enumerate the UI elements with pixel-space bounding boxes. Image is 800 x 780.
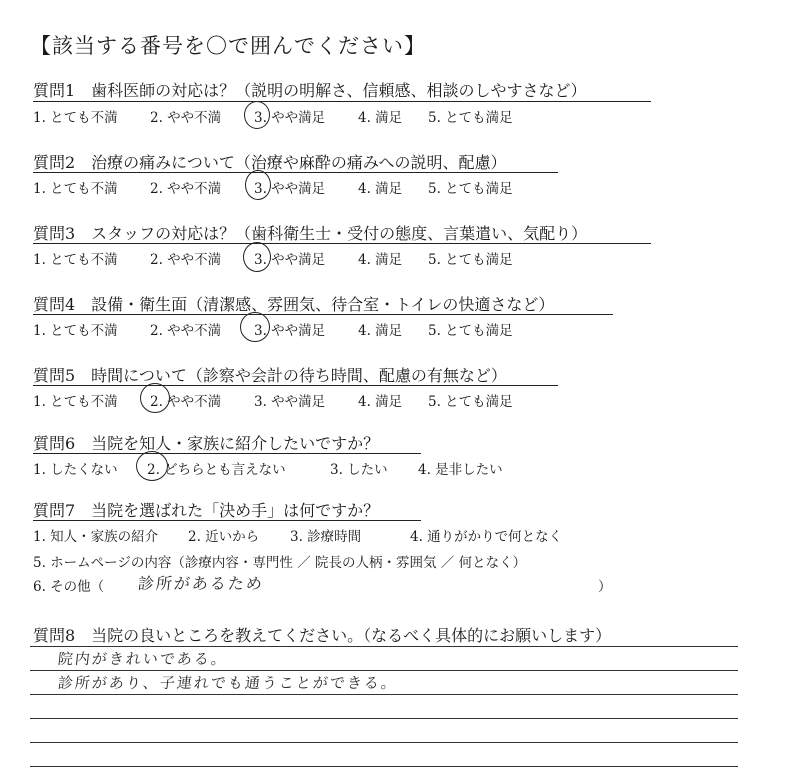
answer-line [30, 694, 738, 695]
q2-option-1[interactable]: 1. とても不満 [33, 181, 118, 197]
q4-option-4[interactable]: 4. 満足 [358, 323, 403, 339]
q6-selection-circle [136, 451, 168, 481]
q3-option-4[interactable]: 4. 満足 [358, 252, 403, 268]
q1-option-4[interactable]: 4. 満足 [358, 110, 403, 126]
answer-line [30, 742, 738, 743]
q3-option-5[interactable]: 5. とても満足 [428, 252, 513, 268]
q1-option-1[interactable]: 1. とても不満 [33, 110, 118, 126]
question-3-label: 質問3 スタッフの対応は？（歯科衛生士・受付の態度、言葉遣い、気配り） [33, 224, 588, 243]
q2-option-4[interactable]: 4. 満足 [358, 181, 403, 197]
q3-option-2[interactable]: 2. やや不満 [150, 252, 222, 268]
question-7-label: 質問7 当院を選ばれた「決め手」は何ですか？ [33, 501, 380, 520]
q6-option-2[interactable]: 2. どちらとも言えない [147, 462, 286, 478]
q4-selection-circle [240, 312, 270, 342]
q5-option-5[interactable]: 5. とても満足 [428, 394, 513, 410]
q7-option-1[interactable]: 1. 知人・家族の紹介 [33, 529, 159, 545]
q4-option-1[interactable]: 1. とても不満 [33, 323, 118, 339]
page-title: 【該当する番号を〇で囲んでください】 [30, 34, 426, 58]
question-1-underline [33, 101, 651, 102]
q5-option-3[interactable]: 3. やや満足 [254, 394, 326, 410]
q2-option-5[interactable]: 5. とても満足 [428, 181, 513, 197]
q6-option-4[interactable]: 4. 是非したい [418, 462, 503, 478]
q1-selection-circle [244, 101, 270, 129]
q1-option-3[interactable]: 3. やや満足 [254, 110, 326, 126]
question-4-label: 質問4 設備・衛生面（清潔感、雰囲気、待合室・トイレの快適さなど） [33, 295, 555, 314]
q5-option-4[interactable]: 4. 満足 [358, 394, 403, 410]
answer-line [30, 670, 738, 671]
question-8-label: 質問8 当院の良いところを教えてください。（なるべく具体的にお願いします） [33, 626, 612, 645]
q2-selection-circle [245, 170, 271, 200]
q5-option-2[interactable]: 2. やや不満 [150, 394, 222, 410]
question-1-label: 質問1 歯科医師の対応は？（説明の明解さ、信頼感、相談のしやすさなど） [33, 81, 587, 100]
question-2-underline [33, 172, 558, 173]
q5-option-1[interactable]: 1. とても不満 [33, 394, 118, 410]
q2-option-3[interactable]: 3. やや満足 [254, 181, 326, 197]
q7-option-3[interactable]: 3. 診療時間 [290, 529, 362, 545]
q4-option-3[interactable]: 3. やや満足 [254, 323, 326, 339]
q6-option-1[interactable]: 1. したくない [33, 462, 118, 478]
question-3-underline [33, 243, 651, 244]
q4-option-5[interactable]: 5. とても満足 [428, 323, 513, 339]
q2-option-2[interactable]: 2. やや不満 [150, 181, 222, 197]
q7-option-6-prefix[interactable]: 6. その他（ [33, 579, 105, 595]
answer-line [30, 718, 738, 719]
q7-option-4[interactable]: 4. 通りがかりで何となく [410, 529, 563, 545]
q4-option-2[interactable]: 2. やや不満 [150, 323, 222, 339]
q6-option-3[interactable]: 3. したい [330, 462, 388, 478]
question-5-label: 質問5 時間について（診察や会計の待ち時間、配慮の有無など） [33, 366, 507, 385]
q3-option-3[interactable]: 3. やや満足 [254, 252, 326, 268]
q1-option-5[interactable]: 5. とても満足 [428, 110, 513, 126]
q3-selection-circle [243, 242, 271, 272]
q7-other-handwritten: 診所があるため [136, 574, 265, 593]
question-2-label: 質問2 治療の痛みについて（治療や麻酔の痛みへの説明、配慮） [33, 153, 507, 172]
question-6-label: 質問6 当院を知人・家族に紹介したいですか？ [33, 434, 380, 453]
q7-option-2[interactable]: 2. 近いから [188, 529, 260, 545]
question-4-underline [33, 314, 613, 315]
question-5-underline [33, 385, 558, 386]
q7-option-6-suffix: ） [598, 579, 612, 595]
question-6-underline [33, 453, 421, 454]
q8-answer-2: 診所があり、子連れでも通うことができる。 [57, 674, 399, 692]
q5-selection-circle [140, 383, 170, 413]
question-7-underline [33, 520, 421, 521]
q8-answer-1: 院内がきれいである。 [57, 650, 229, 668]
q1-option-2[interactable]: 2. やや不満 [150, 110, 222, 126]
q7-option-5[interactable]: 5. ホームページの内容（診療内容・専門性 ／ 院長の人柄・雰囲気 ／ 何となく） [33, 555, 527, 571]
answer-line [30, 646, 738, 647]
answer-line [30, 766, 738, 767]
q3-option-1[interactable]: 1. とても不満 [33, 252, 118, 268]
